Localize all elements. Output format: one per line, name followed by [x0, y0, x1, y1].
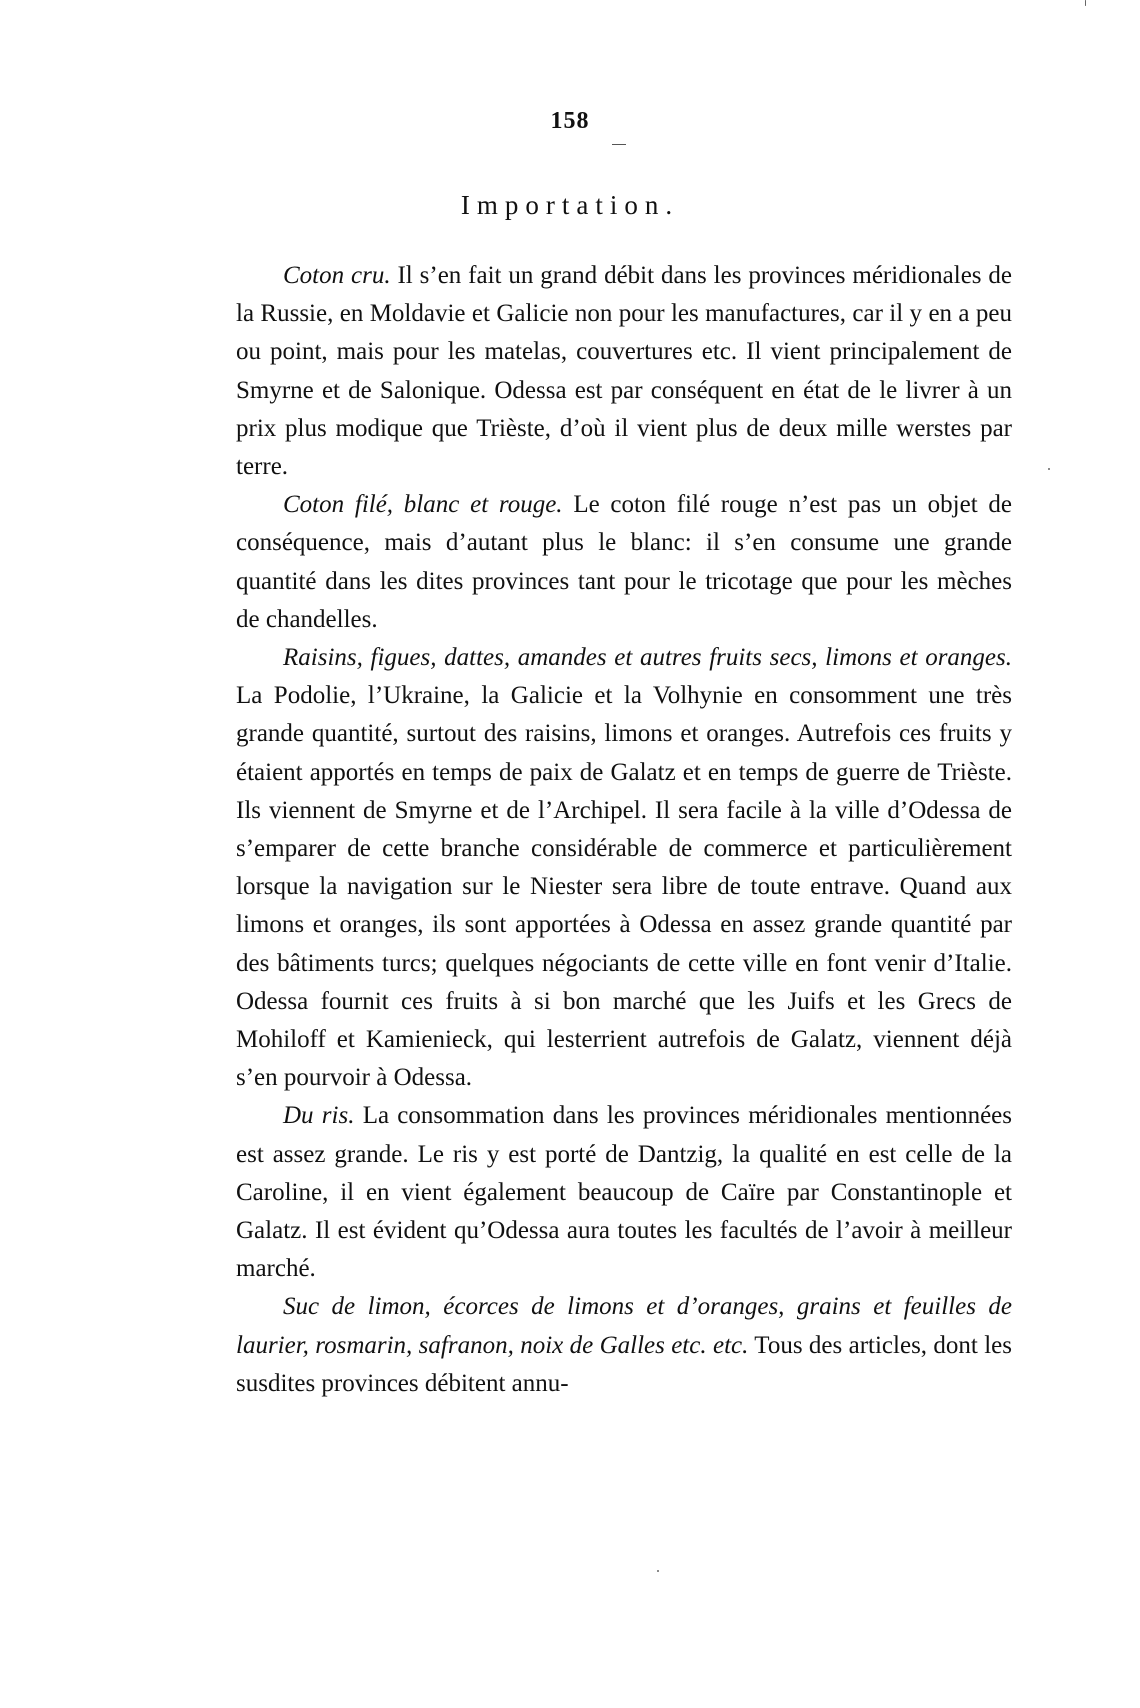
- paragraph-text: Le coton filé rouge n’est pas un objet de conséquence, mais d’autant plus le blanc: il s’en consume une grande quantité dans les dites provinces tant pour le tricotage que pour les mèches de chandelles.: [236, 491, 1012, 633]
- body-text: [236, 257, 1012, 1403]
- paragraph-lead: Suc de limon, écorces de limons et d’oranges, grains et feuilles de laurier, rosmarin, safranon, noix de Galles etc. etc.: [236, 1293, 1012, 1359]
- page-number: 158: [550, 108, 590, 134]
- paragraph-coton-file: [236, 486, 1012, 639]
- paragraph-suc-de-limon: [236, 1288, 1012, 1403]
- paragraph-ris: [236, 1097, 1012, 1288]
- paragraph-text: Il s’en fait un grand débit dans les provinces méridionales de la Russie, en Moldavie et Galicie non pour les manufactures, car il y en a peu ou point, mais pour les matelas, couvertures etc. Il vient principalement de Smyrne et de Salonique. Odessa est par conséquent en état de le livrer à un prix plus modique que Trièste, d’où il vient plus de deux mille werstes par terre.: [236, 262, 1013, 481]
- paragraph-raisins: [236, 639, 1012, 1097]
- paragraph-lead: Coton filé, blanc et rouge.: [283, 491, 563, 519]
- paragraph-lead: Raisins, figues, dattes, amandes et autres fruits secs, limons et oranges.: [283, 644, 1012, 672]
- paragraph-coton-cru: [236, 257, 1012, 486]
- paragraph-lead: Coton cru.: [283, 262, 391, 289]
- paragraph-lead: Du ris.: [283, 1102, 355, 1130]
- page-number-rule: [612, 144, 626, 145]
- scan-speck: [1048, 468, 1050, 470]
- scan-speck: [657, 1570, 659, 1572]
- scan-speck: [1085, 0, 1086, 6]
- paragraph-text: Tous des articles, dont les susdites provinces débitent annu-: [236, 1331, 1012, 1397]
- paragraph-text: La consommation dans les provinces méridionales mentionnées est assez grande. Le ris y est porté de Dantzig, la qualité en est celle de la Caroline, il en vient également beaucoup de Caïre par Constantinople et Galatz. Il est évident qu’Odessa aura toutes les facultés de l’avoir à meilleur marché.: [236, 1102, 1012, 1283]
- paragraph-text: La Podolie, l’Ukraine, la Galicie et la Volhynie en consomment une très grande quantité, surtout des raisins, limons et oranges. Autrefois ces fruits y étaient apportés en temps de paix de Galatz et en temps de guerre de Trièste. Ils viennent de Smyrne et de l’Archipel. Il sera facile à la ville d’Odessa de s’emparer de cette branche considérable de commerce et particulièrement lorsque la navigation sur le Niester sera libre de toute entrave. Quand aux limons et oranges, ils sont apportées à Odessa en assez grande quantité par des bâtiments turcs; quelques négociants de cette ville en font venir d’Italie. Odessa fournit ces fruits à si bon marché que les Juifs et les Grecs de Mohiloff et Kamienieck, qui lesterrient autrefois de Galatz, viennent déjà s’en pourvoir à Odessa.: [236, 682, 1012, 1092]
- section-heading: Importation.: [460, 190, 680, 220]
